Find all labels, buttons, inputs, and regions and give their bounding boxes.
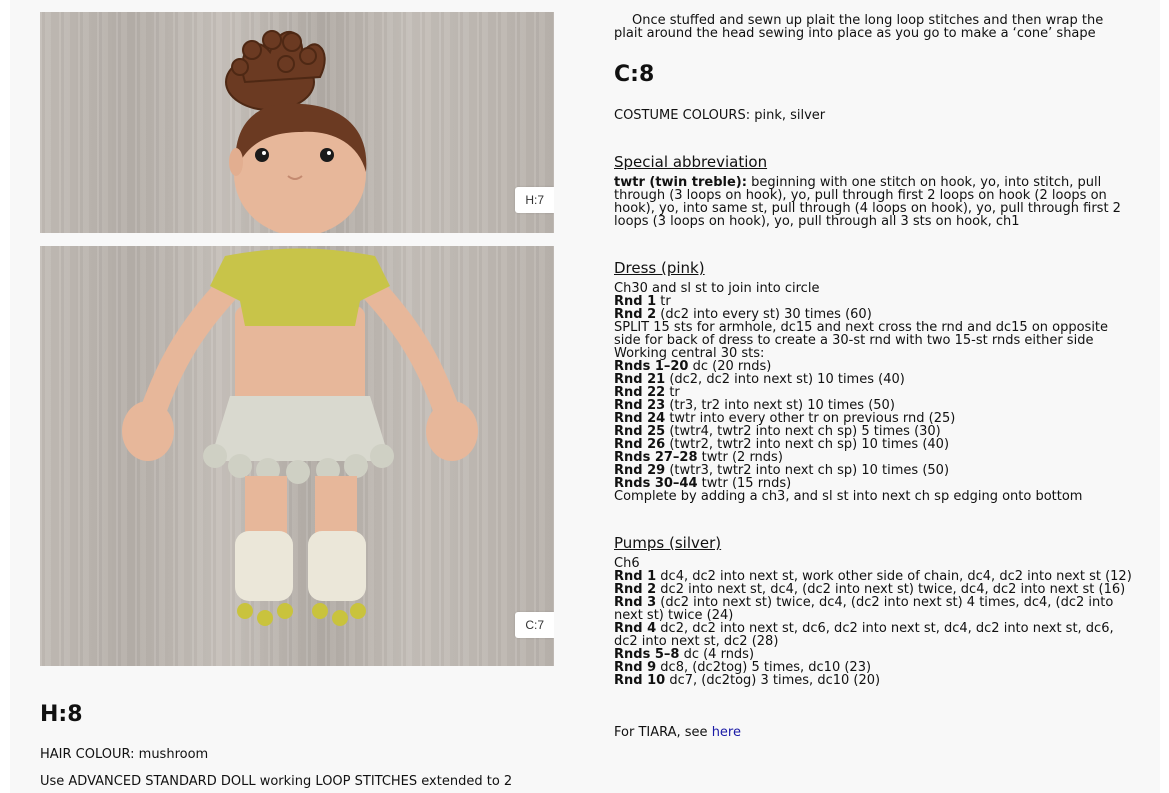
pattern-line: Rnd 2 dc2 into next st, dc4, (dc2 into next st) twice, dc4, dc2 into next st (16)	[614, 582, 1126, 597]
photo-tag-c7: C:7	[515, 612, 554, 638]
pattern-line: Rnd 1 tr	[614, 294, 671, 309]
intro-paragraph	[614, 14, 1134, 40]
pattern-line: Rnd 10 dc7, (dc2tog) 3 times, dc10 (20)	[614, 673, 881, 688]
pattern-line: SPLIT 15 sts for armhole, dc15 and next cross the rnd and dc15 on opposite side for back of dress to create a 30-st rnd with two 15-st rnds either side	[614, 320, 1109, 348]
pattern-line: Rnd 4 dc2, dc2 into next st, dc6, dc2 into next st, dc4, dc2 into next st, dc6, dc2 into next st, dc2 (28)	[614, 621, 1114, 649]
intro-text: Once stuffed and sewn up plait the long loop stitches and then wrap the plait around the head sewing into place as you go to make a ‘cone’ shape	[614, 13, 1104, 41]
pattern-line: Working central 30 sts:	[614, 346, 765, 361]
special-abbreviation-paragraph	[614, 176, 1134, 228]
pattern-line: Rnd 24 twtr into every other tr on previous rnd (25)	[614, 411, 956, 426]
pattern-line: Rnd 22 tr	[614, 385, 680, 400]
pattern-line: Rnds 30–44 twtr (15 rnds)	[614, 476, 792, 491]
twtr-term: twtr (twin treble):	[614, 175, 747, 190]
pattern-line: Rnd 1 dc4, dc2 into next st, work other side of chain, dc4, dc2 into next st (12)	[614, 569, 1132, 584]
costume-colours-text: COSTUME COLOURS: pink, silver	[614, 108, 826, 123]
tiara-prefix: For TIARA, see	[614, 725, 712, 740]
pattern-line: Rnd 23 (tr3, tr2 into next st) 10 times (50)	[614, 398, 895, 413]
hair-colour-text: HAIR COLOUR: mushroom	[40, 747, 209, 762]
pattern-line: Rnd 29 (twtr3, twtr2 into next ch sp) 10 times (50)	[614, 463, 950, 478]
doll-body-illustration	[40, 246, 554, 666]
tiara-line	[614, 726, 1134, 739]
loop-stitches-text: Use ADVANCED STANDARD DOLL working LOOP STITCHES extended to 2	[40, 774, 513, 789]
heading-h8: H:8	[40, 702, 83, 727]
pattern-line: Rnds 5–8 dc (4 rnds)	[614, 647, 755, 662]
photo-doll-body	[40, 246, 554, 666]
pattern-line: Rnd 9 dc8, (dc2tog) 5 times, dc10 (23)	[614, 660, 872, 675]
pumps-instructions	[614, 557, 1134, 687]
photo-doll-head	[40, 12, 554, 233]
pattern-line: Rnd 3 (dc2 into next st) twice, dc4, (dc2 into next st) 4 times, dc4, (dc2 into next st) twice (24)	[614, 595, 1114, 623]
pattern-line: Rnd 21 (dc2, dc2 into next st) 10 times (40)	[614, 372, 905, 387]
pattern-line: Rnd 26 (twtr2, twtr2 into next ch sp) 10 times (40)	[614, 437, 950, 452]
doll-head-illustration	[40, 12, 554, 233]
pattern-line: Rnd 2 (dc2 into every st) 30 times (60)	[614, 307, 872, 322]
twtr-definition: beginning with one stitch on hook, yo, into stitch, pull through (3 loops on hook), yo, pull through first 2 loops on hook (2 loops on hook), yo, into same st, pull through (4 loops on hook), yo, pull through first 2 loops (3 loops on hook), yo, pull through all 3 sts on hook, ch1	[614, 175, 1121, 229]
pattern-line: Rnd 25 (twtr4, twtr2 into next ch sp) 5 times (30)	[614, 424, 941, 439]
dress-instructions	[614, 282, 1134, 503]
pumps-title: Pumps (silver)	[614, 534, 722, 552]
page	[10, 0, 1160, 793]
pattern-line: Complete by adding a ch3, and sl st into next ch sp edging onto bottom	[614, 489, 1083, 504]
dress-title: Dress (pink)	[614, 259, 705, 277]
pattern-line: Rnds 1–20 dc (20 rnds)	[614, 359, 772, 374]
pattern-line: Rnds 27–28 twtr (2 rnds)	[614, 450, 783, 465]
special-abbreviation-title: Special abbreviation	[614, 153, 768, 171]
pattern-line: Ch6	[614, 556, 640, 571]
photo-tag-h7: H:7	[515, 187, 554, 213]
heading-c8: C:8	[614, 62, 655, 87]
pattern-line: Ch30 and sl st to join into circle	[614, 281, 820, 296]
tiara-here-link[interactable]: here	[711, 725, 741, 740]
